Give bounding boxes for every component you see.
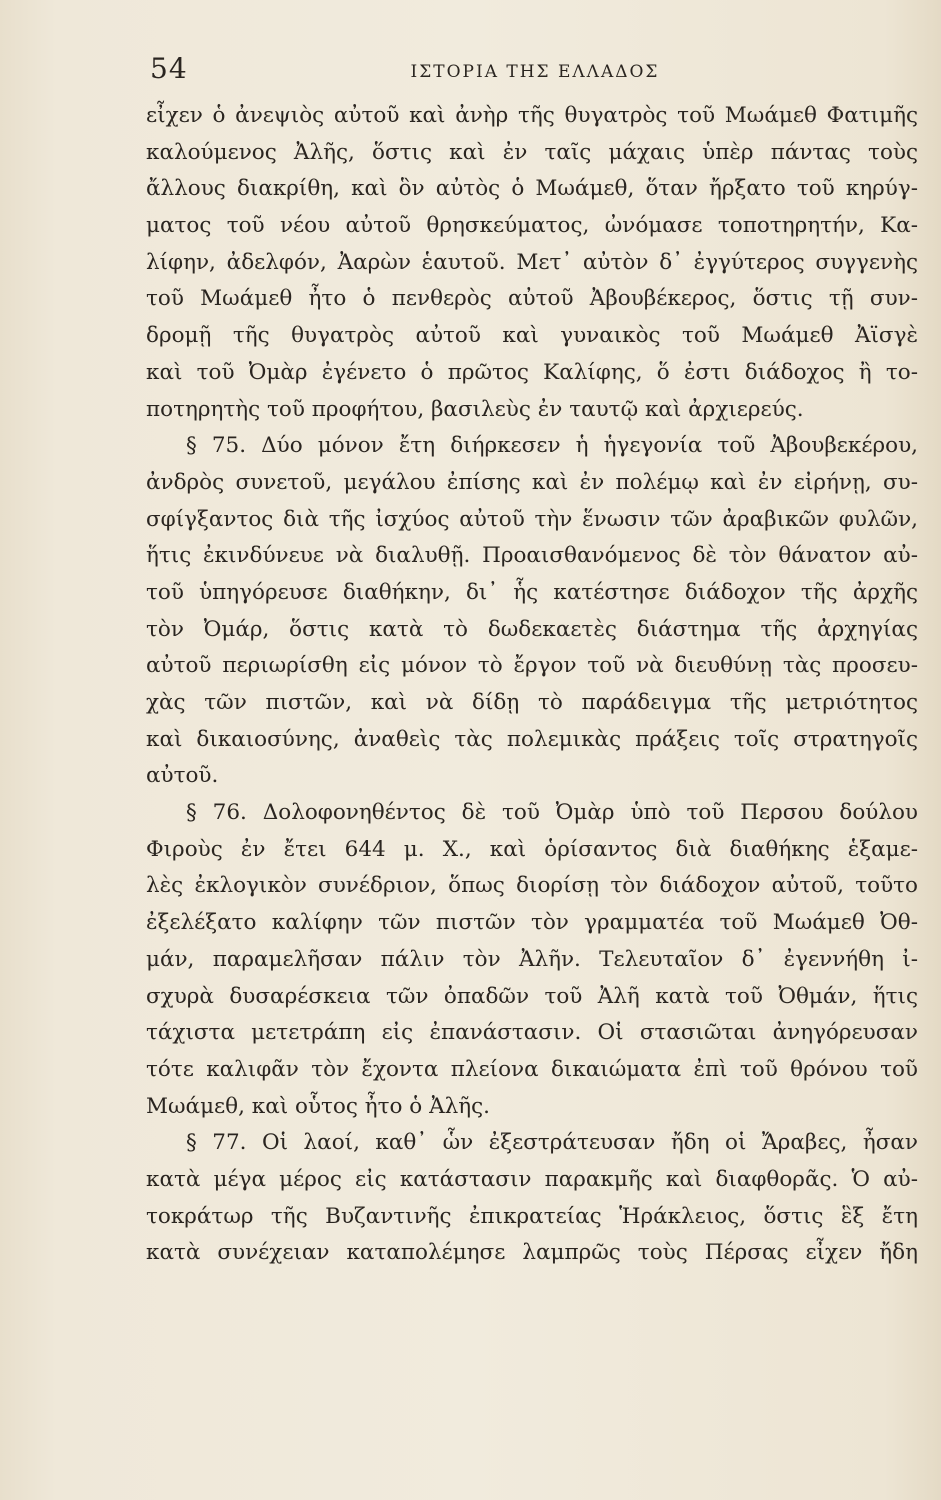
text-line: τοῦ Μωάμεθ ἦτο ὁ πενθερὸς αὐτοῦ Ἀβουβέκερος, ὅστις τῇ συν- [146, 286, 918, 312]
page-body-text [146, 98, 918, 1272]
text-line: ἀνδρὸς συνετοῦ, μεγάλου ἐπίσης καὶ ἐν πολέμῳ καὶ ἐν εἰρήνῃ, συ- [146, 469, 918, 495]
page-header [150, 52, 920, 92]
text-line: καὶ δικαιοσύνης, ἀναθεὶς τὰς πολεμικὰς πράξεις τοῖς στρατηγοῖς [146, 726, 918, 752]
text-line: καὶ τοῦ Ὀμὰρ ἐγένετο ὁ πρῶτος Καλίφης, ὅ ἐστι διάδοχος ἢ το- [146, 359, 918, 385]
running-title: ΙΣΤΟΡΙΑ ΤΗΣ ΕΛΛΑΔΟΣ [410, 62, 660, 82]
text-line: κατὰ μέγα μέρος εἰς κατάστασιν παρακμῆς καὶ διαφθορᾶς. Ὁ αὐ- [146, 1166, 918, 1192]
text-line: δρομῇ τῆς θυγατρὸς αὐτοῦ καὶ γυναικὸς τοῦ Μωάμεθ Ἀϊσγὲ [146, 323, 918, 349]
text-line: τότε καλιφᾶν τὸν ἔχοντα πλείονα δικαιώματα ἐπὶ τοῦ θρόνου τοῦ [146, 1056, 918, 1082]
text-line: μάν, παραμελῆσαν πάλιν τὸν Ἀλῆν. Τελευταῖον δ᾽ ἐγεννήθη ἰ- [146, 946, 918, 972]
text-line: αὐτοῦ. [146, 763, 219, 789]
text-line: Φιροὺς ἐν ἔτει 644 μ. Χ., καὶ ὁρίσαντος διὰ διαθήκης ἑξαμε- [146, 836, 918, 862]
text-line: § 75. Δύο μόνον ἔτη διήρκεσεν ἡ ἡγεγονία τοῦ Ἀβουβεκέρου, [186, 433, 918, 459]
text-line: ἐξελέξατο καλίφην τῶν πιστῶν τὸν γραμματέα τοῦ Μωάμεθ Ὀθ- [146, 910, 918, 936]
text-line: λὲς ἐκλογικὸν συνέδριον, ὅπως διορίσῃ τὸν διάδοχον αὐτοῦ, τοῦτο [146, 873, 918, 899]
text-line: αὐτοῦ περιωρίσθη εἰς μόνον τὸ ἔργον τοῦ νὰ διευθύνῃ τὰς προσευ- [146, 653, 918, 679]
text-line: τάχιστα μετετράπη εἰς ἐπανάστασιν. Οἱ στασιῶται ἀνηγόρευσαν [146, 1020, 918, 1046]
text-line: λίφην, ἀδελφόν, Ἀαρὼν ἑαυτοῦ. Μετ᾽ αὐτὸν δ᾽ ἐγγύτερος συγγενὴς [146, 249, 918, 275]
text-line: § 76. Δολοφονηθέντος δὲ τοῦ Ὀμὰρ ὑπὸ τοῦ Περσου δούλου [186, 800, 918, 826]
text-line: κατὰ συνέχειαν καταπολέμησε λαμπρῶς τοὺς Πέρσας εἶχεν ἤδη [146, 1240, 918, 1266]
text-line: ματος τοῦ νέου αὐτοῦ θρησκεύματος, ὠνόμασε τοποτηρητήν, Κα- [146, 213, 918, 239]
text-line: χὰς τῶν πιστῶν, καὶ νὰ δίδῃ τὸ παράδειγμα τῆς μετριότητος [146, 690, 918, 715]
text-line: σφίγξαντος διὰ τῆς ἰσχύος αὐτοῦ τὴν ἕνωσιν τῶν ἀραβικῶν φυλῶν, [146, 506, 918, 532]
text-line: σχυρὰ δυσαρέσκεια τῶν ὀπαδῶν τοῦ Ἀλῆ κατὰ τοῦ Ὀθμάν, ἥτις [146, 983, 918, 1009]
text-line: καλούμενος Ἀλῆς, ὅστις καὶ ἐν ταῖς μάχαις ὑπὲρ πάντας τοὺς [146, 139, 918, 165]
text-line: ἥτις ἐκινδύνευε νὰ διαλυθῇ. Προαισθανόμενος δὲ τὸν θάνατον αὐ- [146, 543, 918, 569]
text-line: ἄλλους διακρίθη, καὶ ὃν αὐτὸς ὁ Μωάμεθ, ὅταν ἤρξατο τοῦ κηρύγ- [146, 176, 918, 202]
text-line: εἶχεν ὁ ἀνεψιὸς αὐτοῦ καὶ ἀνὴρ τῆς θυγατρὸς τοῦ Μωάμεθ Φατιμῆς [146, 103, 918, 128]
text-line: τοῦ ὑπηγόρευσε διαθήκην, δι᾽ ἧς κατέστησε διάδοχον τῆς ἀρχῆς [146, 579, 918, 605]
text-line: Μωάμεθ, καὶ οὗτος ἦτο ὁ Ἀλῆς. [146, 1093, 490, 1119]
text-line: τοκράτωρ τῆς Βυζαντινῆς ἐπικρατείας Ἡράκλειος, ὅστις ἓξ ἔτη [146, 1203, 918, 1229]
page-number: 54 [150, 52, 188, 85]
text-line: § 77. Οἱ λαοί, καθ᾽ ὧν ἐξεστράτευσαν ἤδη οἱ Ἄραβες, ἦσαν [186, 1130, 918, 1156]
text-line: ποτηρητὴς τοῦ προφήτου, βασιλεὺς ἐν ταυτῷ καὶ ἀρχιερεύς. [146, 396, 804, 422]
text-line: τὸν Ὀμάρ, ὅστις κατὰ τὸ δωδεκαετὲς διάστημα τῆς ἀρχηγίας [146, 616, 918, 642]
